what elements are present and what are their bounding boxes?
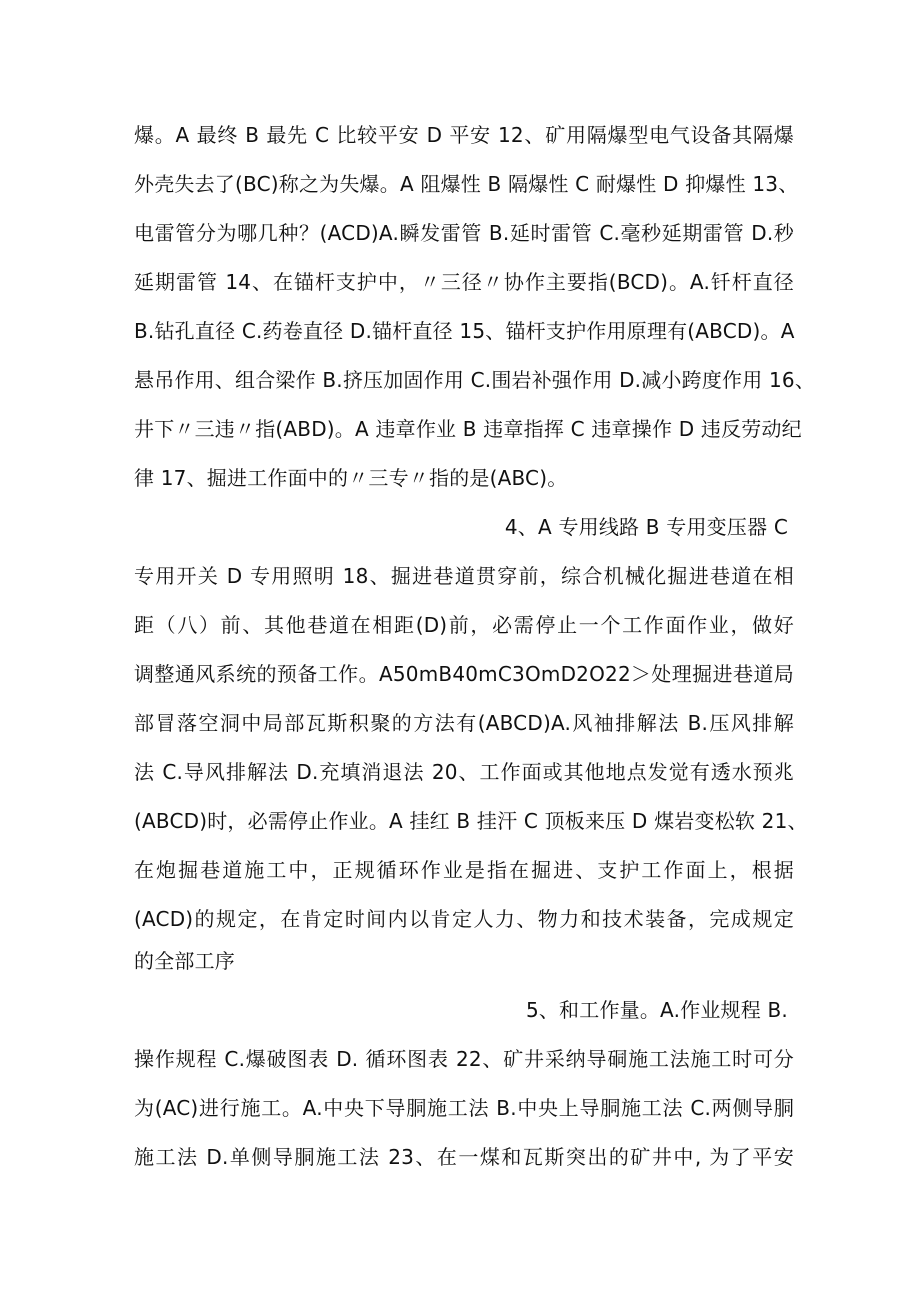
text-line-16: 在炮掘巷道施工中，正规循环作业是指在掘进、支护工作面上，根据	[134, 858, 794, 882]
text-line-20: 操作规程 C.爆破图表 D. 循环图表 22、矿井采纳导硐施工法施工时可分	[134, 1047, 794, 1071]
text-line-21: 为(AC)进行施工。A.中央下导胴施工法 B.中央上导胴施工法 C.两侧导胴	[134, 1096, 794, 1120]
text-line-2: 外壳失去了(BC)称之为失爆。A 阻爆性 B 隔爆性 C 耐爆性 D 抑爆性 13、	[134, 172, 799, 196]
text-line-10: 专用开关 D 专用照明 18、掘进巷道贯穿前，综合机械化掘进巷道在相	[134, 564, 794, 588]
text-line-5: B.钻孔直径 C.药卷直径 D.锚杆直径 15、锚杆支护作用原理有(ABCD)。A	[134, 319, 795, 343]
text-line-6: 悬吊作用、组合梁作 B.挤压加固作用 C.围岩补强作用 D.减小跨度作用 16、	[134, 368, 816, 392]
text-line-3: 电雷管分为哪几种？(ACD)A.瞬发雷管 B.延时雷管 C.毫秒延期雷管 D.秒	[134, 221, 794, 245]
text-line-19: 5、和工作量。A.作业规程 B.	[525, 998, 788, 1022]
text-line-4: 延期雷管 14、在锚杆支护中，〃三径〃协作主要指(BCD)。A.钎杆直径	[134, 270, 794, 294]
text-line-12: 调整通风系统的预备工作。A50mB40mC3OmD2O22＞处理掘进巷道局	[134, 662, 794, 686]
text-line-13: 部冒落空洞中局部瓦斯积聚的方法有(ABCD)A.风袖排解法 B.压风排解	[134, 711, 794, 735]
text-line-22: 施工法 D.单侧导胴施工法 23、在一煤和瓦斯突出的矿井中, 为了平安	[134, 1145, 794, 1169]
text-line-9: 4、A 专用线路 B 专用变压器 C	[504, 515, 788, 539]
text-line-14: 法 C.导风排解法 D.充填消退法 20、工作面或其他地点发觉有透水预兆	[134, 760, 794, 784]
text-line-7: 井下〃三违〃指(ABD)。A 违章作业 B 违章指挥 C 违章操作 D 违反劳动纪	[134, 417, 802, 441]
text-line-1: 爆。A 最终 B 最先 C 比较平安 D 平安 12、矿用隔爆型电气设备其隔爆	[134, 123, 794, 147]
text-line-11: 距（八）前、其他巷道在相距(D)前，必需停止一个工作面作业，做好	[134, 613, 794, 637]
text-line-17: (ACD)的规定，在肯定时间内以肯定人力、物力和技术装备，完成规定	[134, 907, 794, 931]
text-line-15: (ABCD)时，必需停止作业。A 挂红 B 挂汗 C 顶板来压 D 煤岩变松软 21、	[134, 809, 808, 833]
text-line-18: 的全部工序	[134, 949, 235, 973]
text-line-8: 律 17、掘进工作面中的〃三专〃指的是(ABC)。	[134, 466, 568, 490]
